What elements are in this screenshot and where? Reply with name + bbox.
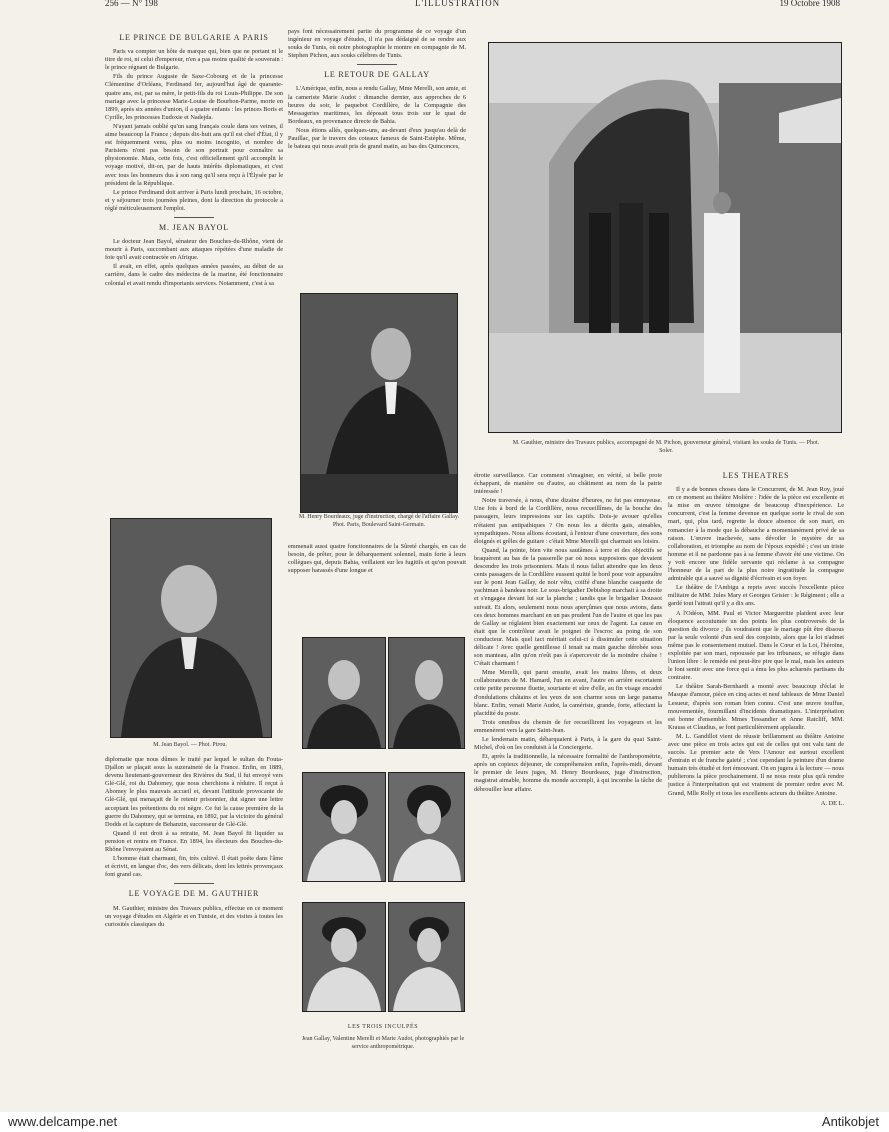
mugshot-image xyxy=(389,773,464,881)
paragraph: N'ayant jamais oublié qu'un sang français coule dans ses veines, il aime beaucoup la France ; depuis dix-huit ans qu'il est chef d'État, il y est fréquemment venu, plus ou moins incognito, et nombre de Parisiens n'ont pas besoin de son portrait pour connaître sa physionomie. Mais, cette fois, c'est officiellement qu'il accomplit le voyage motivé, dit-on, par de hauts intérêts diplomatiques, et c'est avec tous les honneurs dus à son rang qu'il sera reçu à l'Élysée par le président de la République. xyxy=(105,122,283,187)
caption-trois-inculpes-title: LES TROIS INCULPÉS xyxy=(347,1024,419,1030)
watermark-left: www.delcampe.net xyxy=(8,1114,118,1129)
divider xyxy=(357,64,397,65)
paragraph: Le prince Ferdinand doit arriver à Paris lundi prochain, 16 octobre, et y séjourner trois journées pleines, dont la direction du protocole a réglé méticuleusement l'emploi. xyxy=(105,188,283,212)
mugshot-image xyxy=(389,903,464,1011)
watermark-right: Antikobjet xyxy=(821,1114,879,1129)
paragraph: M. Gauthier, ministre des Travaux publics, effectue en ce moment un voyage d'études en Algérie et en Tunisie, et des visites à toutes les curiosités classiques du xyxy=(105,904,283,928)
heading-voyage-gauthier: LE VOYAGE DE M. GAUTHIER xyxy=(128,889,260,899)
caption-henry-bourdeaux: M. Henry Bourdeaux, juge d'instruction, chargé de l'affaire Gallay. Phot. Paris, Boulevard Saint-Germain. xyxy=(298,514,460,528)
column-1-bottom xyxy=(105,756,283,930)
column-3 xyxy=(474,472,662,795)
mugshot-gallay-front xyxy=(302,637,386,749)
mugshot-gallay-profile xyxy=(388,637,465,749)
mugshot-audot-front xyxy=(302,902,386,1012)
paragraph: Le théâtre Sarah-Bernhardt a monté avec beaucoup d'éclat le Masque d'amour, pièce en cinq actes et neuf tableaux de Mme Daniel Lesueur, d'après son roman bien connu. C'est une œuvre touffue, mouvementée, fourmillant d'incidents dramatiques. L'interprétation est bonne d'ensemble. Mmes Tessandier et Anne Ratcliff, MM. Krauss et Claudius, se font particulièrement applaudir. xyxy=(668,683,844,731)
caption-trois-inculpes: Jean Gallay, Valentine Merelli et Marie Audot, photographiés par le service anthropométrique. xyxy=(301,1036,465,1050)
paragraph: Et, après la traditionnelle, la nécessaire formalité de l'anthropométrie, après un copieux déjeuner, de compréhension enfin, l'après-midi, devant le premier de leurs juges, M. Henry Bourdeaux, juge d'instruction, magistrat aimable, homme du monde accompli, à qui incombe la tâche de débrouiller leur affaire. xyxy=(474,753,662,793)
paragraph: Le docteur Jean Bayol, sénateur des Bouches-du-Rhône, vient de mourir à Paris, succombant aux attaques répétées d'une maladie de foie qu'il avait contractée en Afrique. xyxy=(105,238,283,262)
column-2-top xyxy=(288,28,466,152)
divider xyxy=(174,883,214,884)
mugshot-merelli-front xyxy=(302,772,386,882)
column-4 xyxy=(668,472,844,808)
caption-jean-bayol: M. Jean Bayol. — Phot. Pirou. xyxy=(153,742,227,748)
paragraph: Notre traversée, à nous, d'une dizaine d'heures, ne fut pas ennuyeuse. Une fois à bord de la Cordillère, nous recueillîmes, de la bouche des passagers, leurs impressions sur les captifs. Dois-je avouer qu'elles n'étaient pas antipathiques ? On nous les a décrits gais, aimables, sympathiques. Nous allions écoutant, à l'entour d'une couverture, des sons éloignés et grêles de guitare : c'était Mme Merelli qui charmait ses loisirs. xyxy=(474,497,662,545)
paragraph: M. L. Gandillot vient de réussir brillamment au théâtre Antoine avec une pièce en trois actes qui est de celles qui ont valu tant de succès. Le premier acte de Vers l'Amour est surtout excellent d'entrain et de franche gaieté ; c'est cependant la peinture d'un drame humain très étudié et fort émouvant. On en jugera à la lecture — nous publierons la pièce prochainement. Il ne nous reste plus qu'à rendre justice à l'interprétation qui est vraiment de premier ordre avec M. Grand, Mlle Rolly et tous les excellents acteurs du théâtre Antoine. xyxy=(668,732,844,797)
street-scene-image xyxy=(489,43,841,432)
paragraph: Mme Merelli, qui parut ensuite, avait les mains libres, et deux collaborateurs de M. Hamard, l'un en avant, l'autre en arrière escortaient cette petite personne fluette, souriante et sûre d'elle, au fin visage encadré d'ondulations châtains et les yeux de son charme sous un large panama blanc. Enfin, venait Marie Audot, la camériste, grande, forte, affectant la placidité du poste. xyxy=(474,669,662,717)
divider xyxy=(174,217,214,218)
paragraph: pays font nécessairement partie du programme de ce voyage d'un ingénieur en voyage d'études, il n'a pas dédaigné de se rendre aux souks de Tunis, où notre photographie le montre en compagnie de M. Stephen Pichon, aux souks célèbres de Tunis. xyxy=(288,28,466,60)
paragraph: emmenait aussi quatre fonctionnaires de la Sûreté chargés, en cas de besoin, de prêter, pour le débarquement solennel, main forte à leurs collègues qui, depuis Bahia, veillaient sur les fugitifs et qu'on pouvait supposer harassés d'une longue et xyxy=(288,543,466,575)
page-number: 256 — N° 198 xyxy=(105,0,158,8)
portrait-image xyxy=(111,519,271,737)
paragraph: étroite surveillance. Car comment s'imaginer, en vérité, si belle proie échappant, de manière ou d'autre, au châtiment au nom de la patrie intéressée ! xyxy=(474,472,662,496)
heading-jean-bayol: M. JEAN BAYOL xyxy=(159,222,229,232)
paragraph: Paris va compter un hôte de marque qui, bien que ne portant ni le titre de roi, ni celui d'empereur, n'en a pas moins qualité de souverain : le prince régnant de Bulgarie. xyxy=(105,48,283,72)
page-header xyxy=(105,0,840,10)
column-1-top xyxy=(105,28,283,289)
portrait-image xyxy=(301,294,457,512)
column-2-middle xyxy=(288,543,466,576)
caption-tunis-souks: M. Gauthier, ministre des Travaux publics, accompagné de M. Pichon, gouverneur général, visitant les souks de Tunis. — Phot. Soler. xyxy=(512,440,820,454)
paragraph: Nous étions allés, quelques-uns, au-devant d'eux jusqu'au delà de Pauillac, par le travers des coteaux fameux de Saint-Estèphe. Même, le bateau qui nous avait pris de grand matin, au bas des Quinconces, xyxy=(288,126,466,151)
mugshot-merelli-profile xyxy=(388,772,465,882)
mugshot-image xyxy=(303,903,385,1011)
paragraph: Quand il eut droit à sa retraite, M. Jean Bayol fit liquider sa pension et rentra en France. En 1894, les électeurs des Bouches-du-Rhône l'envoyaient au Sénat. xyxy=(105,829,283,854)
heading-prince-bulgarie: LE PRINCE DE BULGARIE A PARIS xyxy=(119,33,269,42)
photo-henry-bourdeaux xyxy=(300,293,458,513)
mugshot-audot-profile xyxy=(388,902,465,1012)
journal-title: L'ILLUSTRATION xyxy=(415,0,501,8)
paragraph: Quand, la pointe, bien vite nous sautâmes à terre et des objectifs se braquèrent au bas de la passerelle par où nous supposions que devaient descendre les trois prisonniers. Mais il nous fallut attendre que les deux cents passagers de la Cordillère eussent quitté le bord pour voir apparaître sur le pont Jean Gallay, de noir vêtu, coiffé d'une blanche casquette de yachtman à bandeau noir. Le sous-brigadier Debishop marchait à sa droite et s'engagea devant lui sur la planche ; tandis que le brigadier Doussot suivait. Et alors, seulement nous nous aperçûmes que nous avions, dans ces deux hommes marchant en un pas prudent l'un de l'autre et que les pas de Gallay se réglaient bien exactement sur ceux de l'agent. La cause en était que le contrôleur avait le poignet de l'escroc au poing de son conducteur. Mais quel tact méritait celui-ci à dissimuler cette situation délicate ! Avec quelle gentillesse il tenait sa main gauche dérobée sous son manteau, afin qu'on n'eût pas à s'apercevoir de la moindre chaîne ! C'était charmant ! xyxy=(474,546,662,668)
mugshot-image xyxy=(303,638,385,748)
paragraph: L'homme était charmant, fin, très cultivé. Il était poète dans l'âme et écrivit, en langue d'oc, des vers délicats, dont les lettrés provençaux font grand cas. xyxy=(105,855,283,879)
mugshot-image xyxy=(303,773,385,881)
photo-jean-bayol xyxy=(110,518,272,738)
watermark-bar xyxy=(0,1112,889,1132)
paragraph: A l'Odéon, MM. Paul et Victor Margueritte plaident avec leur éloquence accoutumée un des points les plus controversés de la question du divorce ; ils voudraient que le mariage pût être dissous par la seule volonté d'un seul des conjoints, alors que la loi n'admet même pas le consentement mutuel. Dans le Cœur et la Loi, l'héroïne, exploitée par son mari, repoussée par les tribunaux, se réfugie dans l'union libre : le remède est peut-être pire que le mal, mais les auteurs le font sentir avec une force qui a ému les plus acharnés partisans du contraire. xyxy=(668,609,844,682)
paragraph: Fils du prince Auguste de Saxe-Cobourg et de la princesse Clémentine d'Orléans, Ferdinand Ier, aujourd'hui âgé de quarante-quatre ans, est, par sa mère, le petit-fils du roi Louis-Philippe. De son mariage avec la princesse Marie-Louise de Bourbon-Parme, morte en 1899, après six années d'union, il a quatre enfants : les princes Boris et Cyrille, les princesses Eudoxie et Nadejda. xyxy=(105,73,283,121)
paragraph: Le théâtre de l'Ambigu a repris avec succès l'excellente pièce militaire de MM. Jules Mary et Georges Grisier : le Régiment ; elle a gardé tout l'attrait qu'il y a dix ans. xyxy=(668,584,844,608)
heading-theatres: LES THÉÂTRES xyxy=(722,472,790,480)
paragraph: diplomatie que nous dûmes le traité par lequel le sultan du Fouta-Djallon se plaçait sous la suzeraineté de la France. Enfin, en 1889, devenu lieutenant-gouverneur des Rivières du Sud, il fut envoyé vers Glé-Glé, roi du Dahomey, que nous cherchions à réduire. Il reçut à Abomey le plus mauvais accueil et, devant l'attitude provocante de Glé-Glé, qui menaçait de le retenir prisonnier, dut signer une lettre acceptant les prétentions du roi nègre. Ce fut la cause première de la guerre du Dahomey, qui se termina, en 1892, par la victoire du général Dodds et la capture de Behanzin, successeur de Glé-Glé. xyxy=(105,756,283,828)
paragraph: Le lendemain matin, débarquaient à Paris, à la gare du quai Saint-Michel, d'où on les conduisit à la Conciergerie. xyxy=(474,736,662,752)
heading-retour-gallay: LE RETOUR DE GALLAY xyxy=(324,70,430,80)
issue-date: 19 Octobre 1908 xyxy=(779,0,840,8)
mugshot-image xyxy=(389,638,464,748)
paragraph: L'Amérique, enfin, nous a rendu Gallay, Mme Merelli, son amie, et la cameriste Marie Audot : dimanche dernier, aux approches de 6 heures du soir, le paquebot Cordillère, de la Compagnie des Messageries maritimes, les déposait tous trois sur le quai de Bordeaux, en provenance directe de Bahia. xyxy=(288,85,466,125)
paragraph: Il y a de bonnes choses dans le Concurrent, de M. Jean Roy, joué en ce moment au théâtre Molière : l'idée de la pièce est excellente et la mise en œuvre témoigne de beaucoup d'inexpérience. Le concurrent, c'est la femme devenue en quelque sorte le rival de son mari, qui, plus tard, regrette la douce absence de son mari, en romancier à la mode que la débauche a momentanément privé de sa raison. L'œuvre inachevée, sans dévoiler le mystère de sa collaboration, et triomphe au nom de l'époux expédié ; c'est un triste homme et il ne pardonne pas à sa femme d'avoir été une victime. On y voit encore une fidèle servante qui réclame à sa compagne l'honneur de la part de la plus noire ingratitude la compagne admirable qui a sauvé sa dignité d'écrivain et son foyer. xyxy=(668,486,844,583)
signature: A. DE L. xyxy=(820,799,844,807)
photo-tunis-souks xyxy=(488,42,842,433)
paragraph: Il avait, en effet, après quelques années passées, au début de sa carrière, dans le cadre des médecins de la marine, été fonctionnaire colonial et avait rendu d'importants services. Notamment, c'est à sa xyxy=(105,263,283,287)
paragraph: Trois omnibus du chemin de fer recueillirent les voyageurs et les emmenèrent vers la gare Saint-Jean. xyxy=(474,718,662,734)
